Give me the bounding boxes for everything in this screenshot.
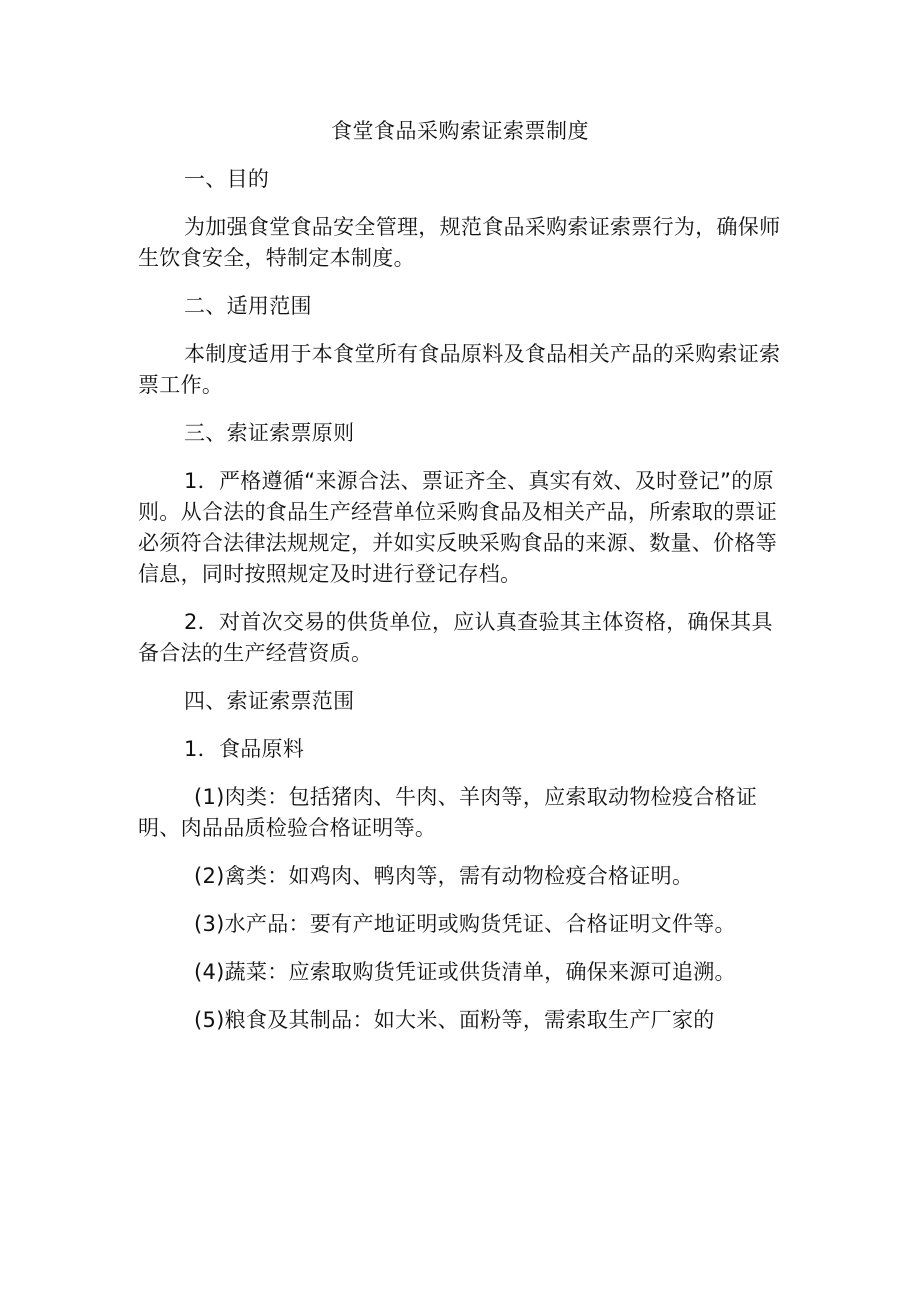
paragraph-purpose: 为加强食堂食品安全管理，规范食品采购索证索票行为，确保师生饮食安全，特制定本制度。 — [138, 215, 781, 270]
heading-purpose: 一、目的 — [184, 167, 270, 191]
heading-scope: 二、适用范围 — [184, 294, 312, 318]
heading-principles: 三、索证索票原则 — [184, 421, 355, 445]
list-item-grain: (5)粮食及其制品：如大米、面粉等，需索取生产厂家的 — [194, 1008, 715, 1032]
list-item-meat: (1)肉类：包括猪肉、牛肉、羊肉等，应索取动物检疫合格证明、肉品品质检验合格证明等。 — [138, 785, 758, 840]
subheading-food-raw-materials: 1．食品原料 — [184, 737, 305, 761]
document-title: 食堂食品采购索证索票制度 — [331, 119, 589, 143]
document-body — [138, 164, 788, 1053]
paragraph-principle-2: 2．对首次交易的供货单位，应认真查验其主体资格，确保其具备合法的生产经营资质。 — [138, 610, 773, 665]
list-item-poultry: (2)禽类：如鸡肉、鸭肉等，需有动物检疫合格证明。 — [194, 864, 694, 888]
paragraph-principle-1: 1．严格遵循“来源合法、票证齐全、真实有效、及时登记”的原则。从合法的食品生产经营单位采购食品及相关产品，所索取的票证必须符合法律法规规定，并如实反映采购食品的来源、数量、价格等信息，同时按照规定及时进行登记存档。 — [138, 469, 777, 586]
list-item-vegetables: (4)蔬菜：应索取购货凭证或供货清单，确保来源可追溯。 — [194, 960, 736, 984]
paragraph-scope: 本制度适用于本食堂所有食品原料及食品相关产品的采购索证索票工作。 — [138, 342, 781, 397]
heading-range: 四、索证索票范围 — [184, 689, 355, 713]
list-item-aquatic: (3)水产品：要有产地证明或购货凭证、合格证明文件等。 — [194, 912, 736, 936]
